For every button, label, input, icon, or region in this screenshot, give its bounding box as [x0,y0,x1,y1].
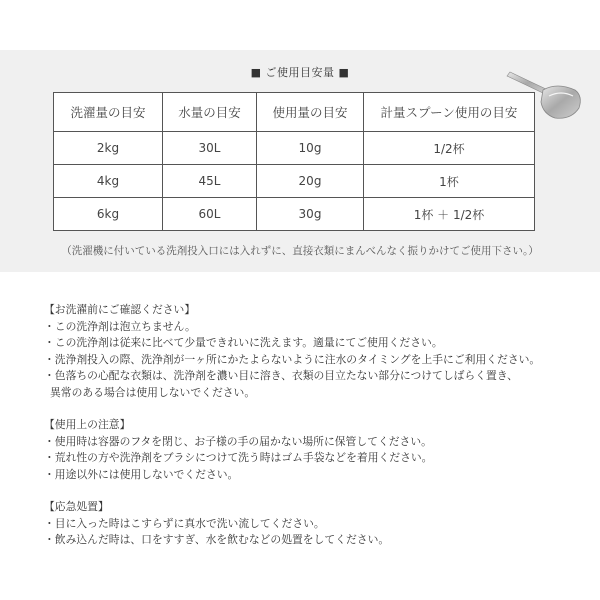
note-line: ・荒れ性の方や洗浄剤をブラシにつけて洗う時はゴム手袋などを着用ください。 [44,451,433,464]
note-line: ・この洗浄剤は従来に比べて少量できれいに洗えます。適量にてご使用ください。 [44,336,443,349]
note-line: ・この洗浄剤は泡立ちません。 [44,319,196,333]
table-cell: 20g [257,165,364,198]
table-cell: 30L [163,132,257,165]
table-cell: 1/2杯 [364,132,535,165]
note-line: 異常のある場合は使用しないでください。 [50,385,256,399]
table-cell: 10g [257,132,364,165]
table-cell: 1杯 ＋ 1/2杯 [364,198,535,231]
note-line: ・使用時は容器のフタを閉じ、お子様の手の届かない場所に保管してください。 [44,434,432,448]
table-header-cell: 水量の目安 [163,93,257,132]
table-header-cell: 洗濯量の目安 [54,93,163,132]
section-first-aid [44,499,584,549]
table-row [54,132,535,165]
note-line: ・目に入った時はこすらずに真水で洗い流してください。 [44,516,325,530]
section-heading: 【お洗濯前にご確認ください】 [44,303,196,316]
note-line: ・色落ちの心配な衣類は、洗浄剤を濃い目に溶き、衣類の目立たない部分につけてしばらく置き、 [44,369,518,382]
panel-title: ■ ご使用目安量 ■ [250,66,350,79]
table-cell: 6kg [54,198,163,231]
notes-area [44,302,584,565]
section-usage-cautions [44,417,584,483]
table-cell: 2kg [54,132,163,165]
section-heading: 【使用上の注意】 [44,418,131,431]
note-line: ・飲み込んだ時は、口をすすぎ、水を飲むなどの処置をしてください。 [44,533,390,546]
table-row [54,198,535,231]
note-line: ・洗浄剤投入の際、洗浄剤が一ヶ所にかたよらないように注水のタイミングを上手にご利用ください。 [44,352,541,366]
note-line: ・用途以外には使用しないでください。 [44,467,239,481]
panel-note: （洗濯機に付いている洗剤投入口には入れずに、直接衣類にまんべんなく振りかけてご使用下さい。） [61,245,539,257]
table-cell: 60L [163,198,257,231]
usage-guide-panel [0,50,600,272]
table-header-cell: 計量スプーン使用の目安 [364,93,535,132]
table-header-row [54,93,535,132]
table-row [54,165,535,198]
table-header-cell: 使用量の目安 [257,93,364,132]
table-cell: 4kg [54,165,163,198]
section-heading: 【応急処置】 [44,500,109,513]
table-cell: 30g [257,198,364,231]
table-cell: 45L [163,165,257,198]
usage-guide-table [53,92,535,231]
section-before-washing [44,302,584,401]
table-cell: 1杯 [364,165,535,198]
